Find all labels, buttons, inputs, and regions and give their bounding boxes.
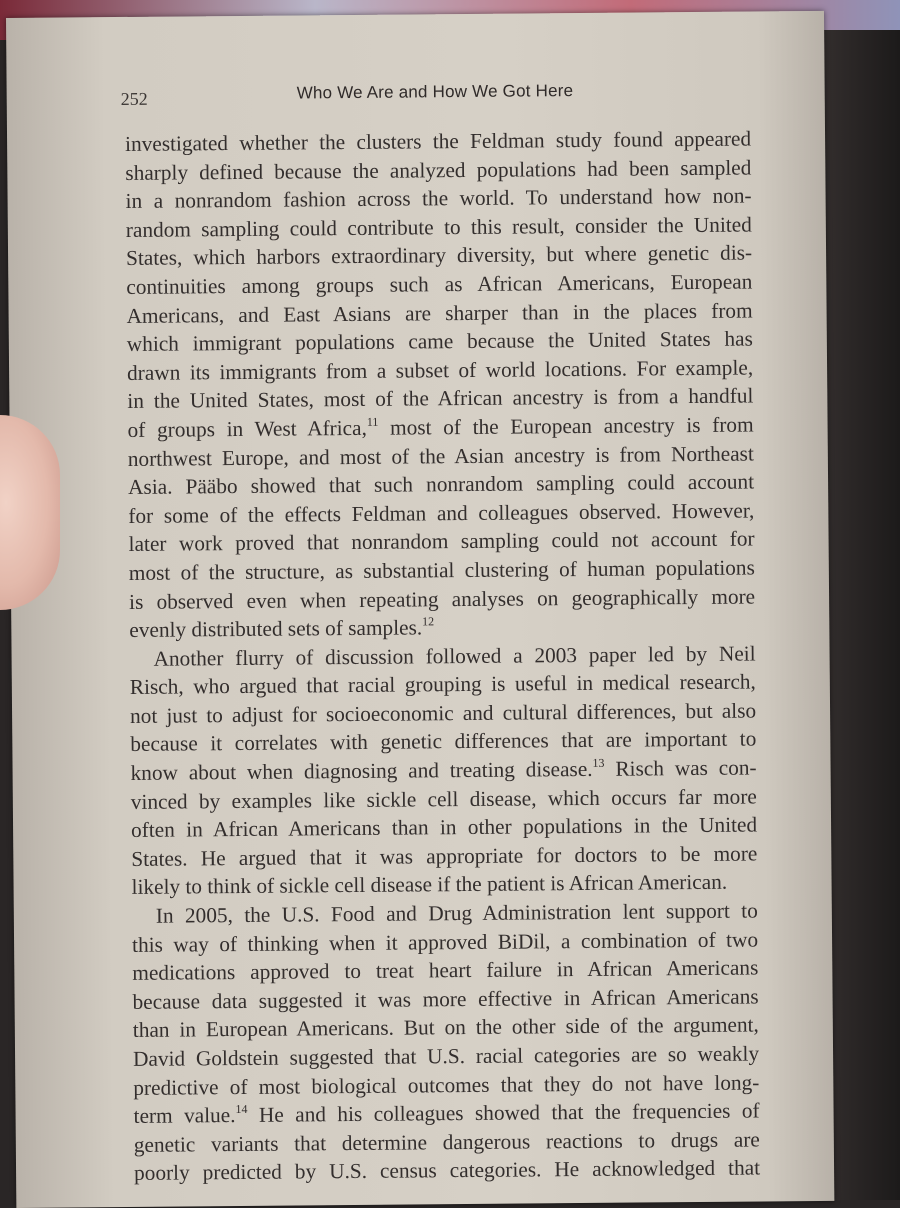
text-line-content: States. He argued that it was appropriate for doctors to be more — [131, 841, 758, 871]
text-line-content: poorly predicted by U.S. census categories. He acknowledged that — [133, 1155, 761, 1186]
text-line-content: David Goldstein suggested that U.S. racial categories are so weakly — [132, 1041, 760, 1071]
text-line-content: than in European Americans. But on the other side of the argument, — [132, 1012, 759, 1043]
running-head: Who We Are and How We Got Here — [296, 81, 574, 103]
text-line-content: vinced by examples like sickle cell disease, which occurs far more — [130, 784, 757, 814]
text-line-content: know about when diagnosing and treating disease. — [130, 756, 593, 786]
text-line-content: medications approved to treat heart failure in African Americans — [132, 955, 759, 986]
text-line-content: random sampling could contribute to this result, consider the United — [125, 212, 752, 242]
text-line-content: which immigrant populations came because the United States has — [126, 326, 753, 357]
thumb — [0, 415, 60, 610]
text-line-content: In 2005, the U.S. Food and Drug Administration lent support to — [155, 898, 758, 928]
text-line-continuation: He and his colleagues showed that the frequencies of — [247, 1098, 760, 1128]
text-line-content: northwest Europe, and most of the Asian ancestry is from Northeast — [127, 441, 754, 471]
footnote-marker[interactable]: 13 — [592, 755, 605, 770]
footnote-marker[interactable]: 12 — [422, 614, 435, 629]
text-line-content: in the United States, most of the African ancestry is from a handful — [127, 383, 754, 414]
text-line-content: continuities among groups such as African Americans, European — [126, 269, 753, 299]
text-line-content: investigated whether the clusters the Feldman study found appeared — [124, 126, 752, 156]
text-line-content: because it correlates with genetic differences that are important to — [130, 726, 757, 757]
footnote-marker[interactable]: 14 — [235, 1102, 248, 1117]
text-line-content: because data suggested it was more effective in African Americans — [132, 984, 759, 1014]
page-number: 252 — [120, 88, 148, 110]
text-line — [129, 582, 755, 616]
text-line-content: is observed even when repeating analyses on geographically more — [128, 583, 756, 614]
text-line-content: of groups in West Africa, — [127, 415, 367, 442]
text-line-content: States, which harbors extraordinary diversity, but where genetic dis- — [125, 240, 753, 271]
text-line-continuation: Risch was con- — [604, 755, 757, 781]
text-line-content: this way of thinking when it approved BiDil, a combination of two — [131, 927, 759, 957]
book-page — [6, 11, 834, 1208]
text-line-content: Asia. Pääbo showed that such nonrandom sampling could account — [127, 469, 755, 500]
text-line-content: later work proved that nonrandom sampling could not account for — [128, 526, 755, 557]
page-header — [121, 79, 761, 115]
text-line-content: not just to adjust for socioeconomic and cultural differences, but also — [129, 698, 757, 728]
text-line-content: likely to think of sickle cell disease if the patient is African American. — [131, 870, 728, 900]
text-line-content: in a nonrandom fashion across the world. To understand how non- — [125, 183, 752, 214]
text-line-content: evenly distributed sets of samples. — [129, 615, 423, 643]
footnote-marker[interactable]: 11 — [366, 414, 379, 429]
text-line-content: Risch, who argued that racial grouping is useful in medical research, — [129, 669, 756, 700]
text-line-content: genetic variants that determine dangerous reactions to drugs are — [133, 1127, 760, 1157]
body-text — [125, 125, 760, 1188]
text-line-content: Another flurry of discussion followed a 2003 paper led by Neil — [153, 641, 756, 671]
text-line-continuation: most of the European ancestry is from — [378, 412, 754, 440]
text-line — [134, 1154, 760, 1188]
text-line-content: term value. — [133, 1103, 236, 1129]
text-line-content: drawn its immigrants from a subset of world locations. For example, — [126, 355, 754, 385]
text-line-content: for some of the effects Feldman and colleagues observed. However, — [128, 498, 755, 528]
text-line-content: predictive of most biological outcomes that they do not have long- — [133, 1070, 760, 1100]
text-line-content: Americans, and East Asians are sharper than in the places from — [126, 298, 753, 328]
text-line-content: often in African Americans than in other populations in the United — [130, 812, 758, 843]
text-line-content: sharply defined because the analyzed populations had been sampled — [125, 155, 752, 185]
text-line-content: most of the structure, as substantial clustering of human populations — [128, 555, 755, 585]
